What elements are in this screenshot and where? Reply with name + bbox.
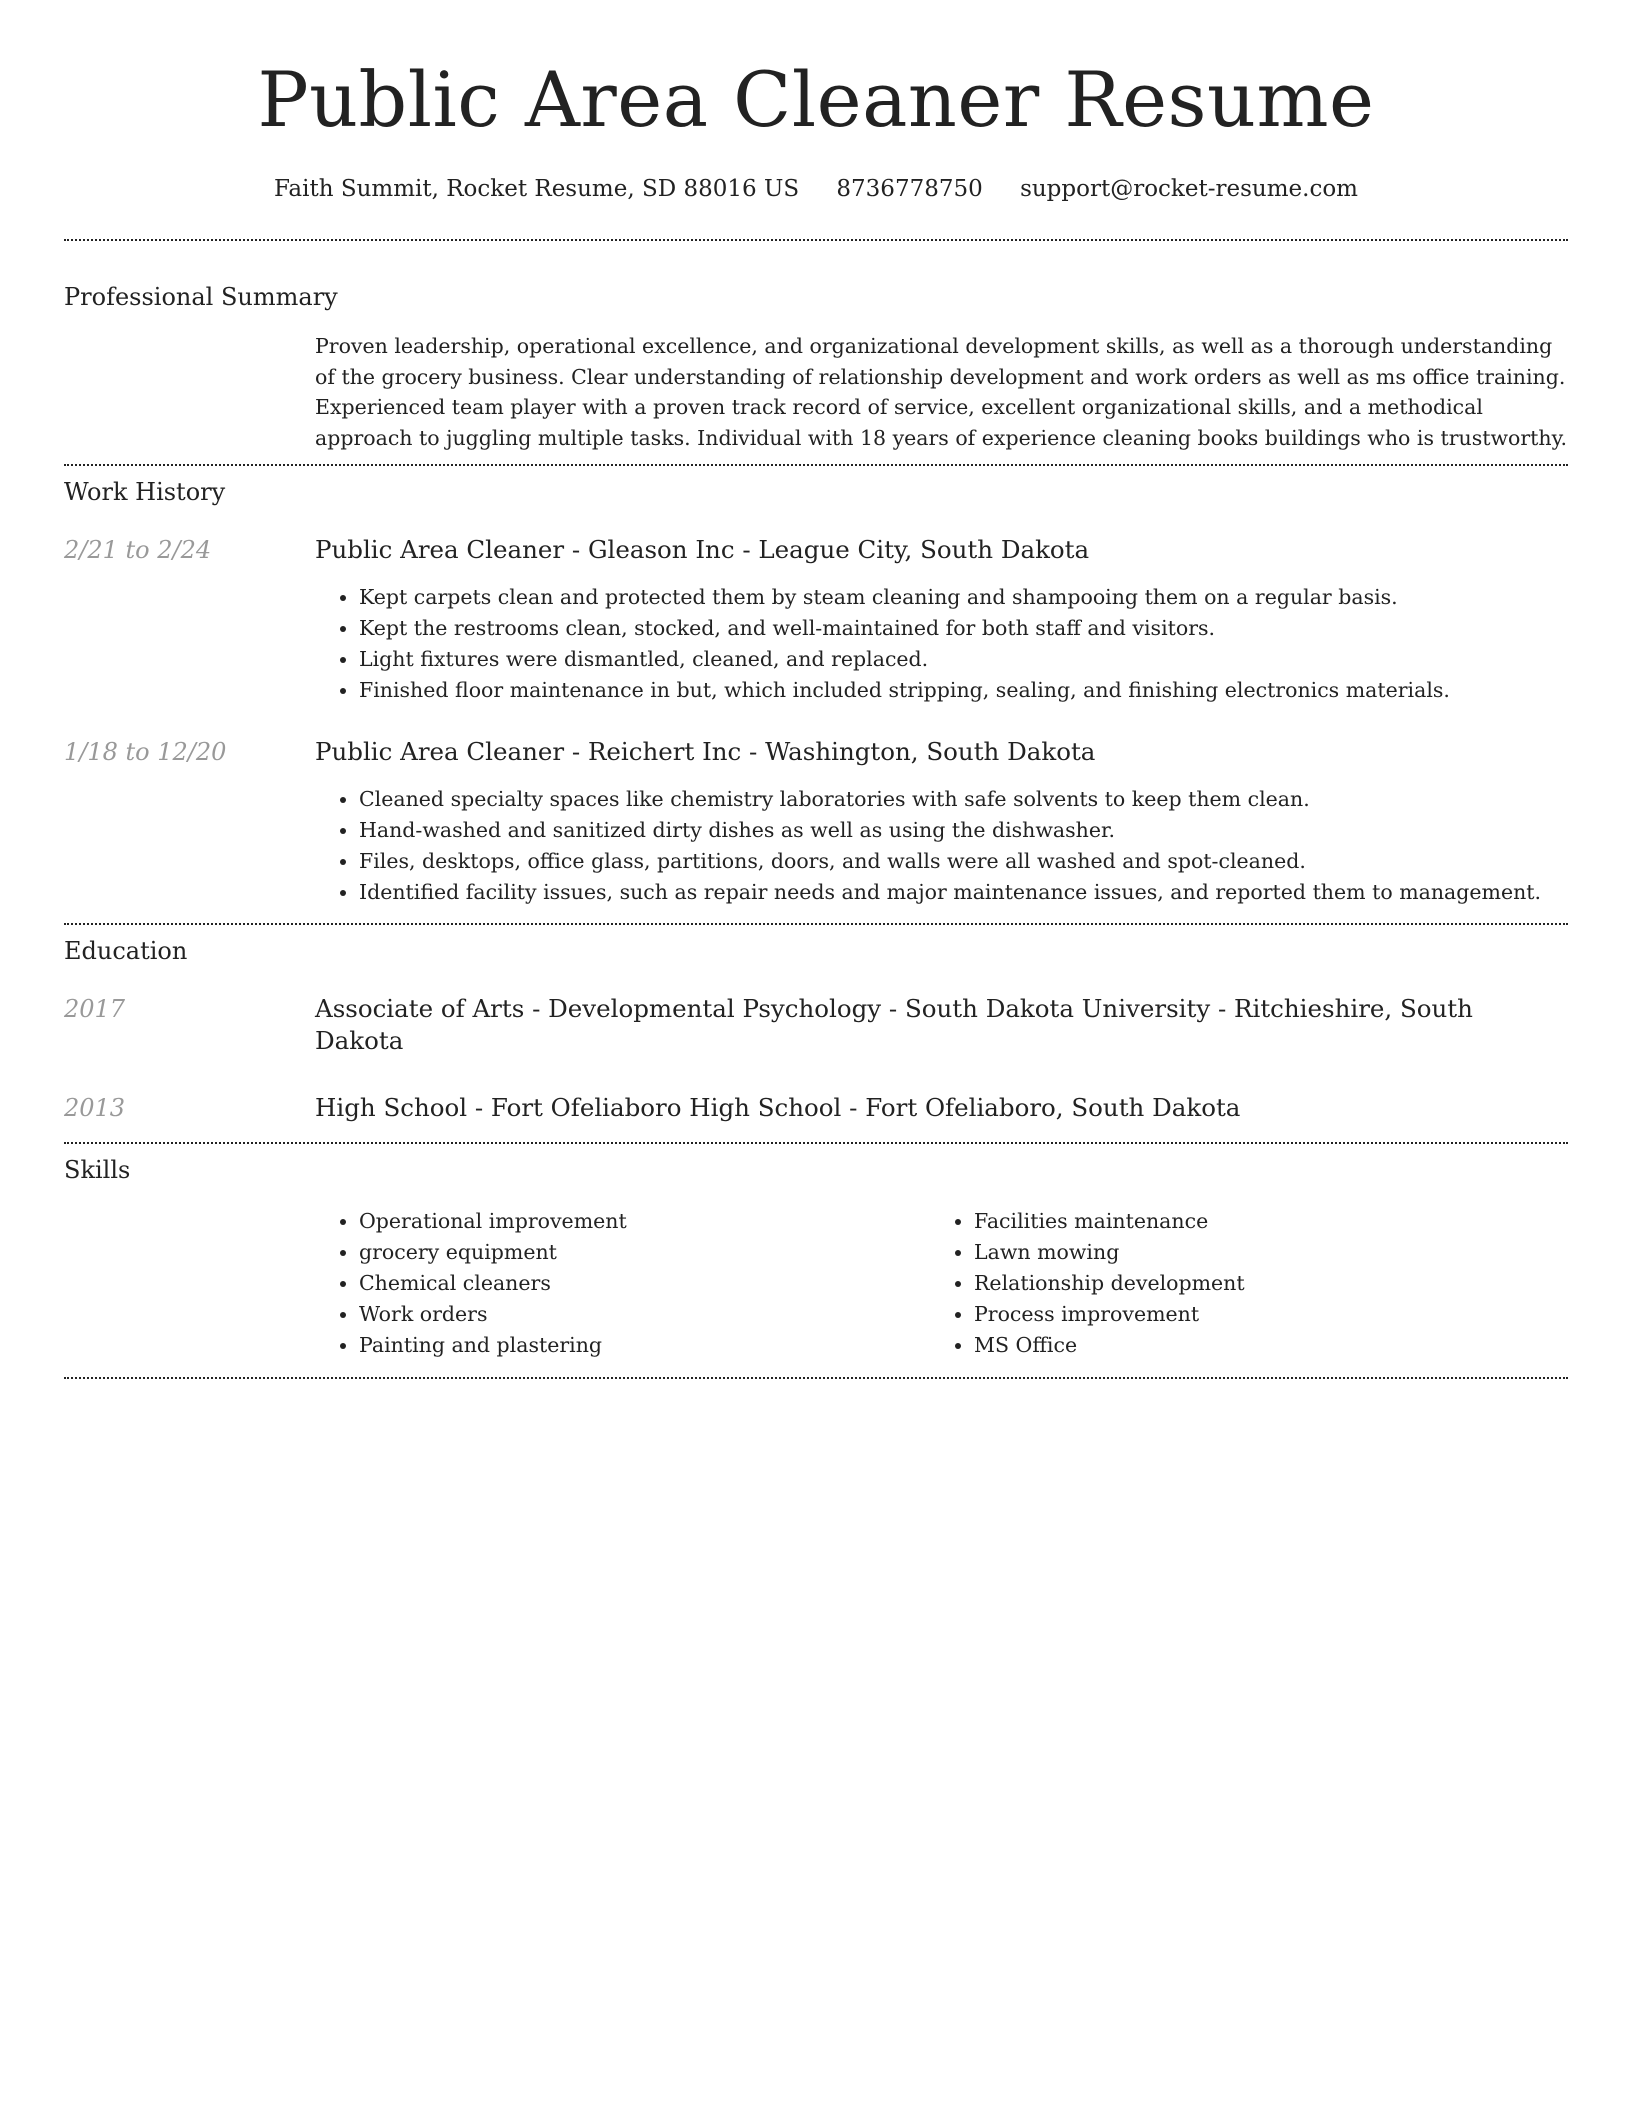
list-item: • MS Office	[974, 1330, 1545, 1361]
section-heading-education: Education	[64, 937, 188, 965]
list-item: • Finished floor maintenance in but, which included stripping, sealing, and finishing electronics materials.	[359, 675, 1568, 706]
skills-list	[315, 1206, 930, 1361]
list-item: • Kept carpets clean and protected them by steam cleaning and shampooing them on a regular basis.	[359, 582, 1568, 613]
list-item: • Process improvement	[974, 1299, 1545, 1330]
education-text: High School - Fort Ofeliaboro High School - Fort Ofeliaboro, South Dakota	[315, 1093, 1241, 1122]
list-item: • Painting and plastering	[359, 1330, 930, 1361]
list-item: • Facilities maintenance	[974, 1206, 1545, 1237]
education-entry	[64, 1092, 1568, 1124]
education-text: Associate of Arts - Developmental Psychology - South Dakota University - Ritchieshire, South Dakota	[315, 994, 1473, 1055]
job-bullets	[315, 582, 1568, 706]
job-title: Public Area Cleaner - Reichert Inc - Washington, South Dakota	[315, 737, 1096, 766]
job-entry	[64, 534, 1568, 706]
list-item: • Files, desktops, office glass, partitions, doors, and walls were all washed and spot-cleaned.	[359, 846, 1568, 877]
section-heading-summary: Professional Summary	[64, 283, 338, 311]
contact-email[interactable]: support@rocket-resume.com	[1020, 176, 1358, 202]
list-item: • Relationship development	[974, 1268, 1545, 1299]
list-item: • grocery equipment	[359, 1237, 930, 1268]
summary-text: Proven leadership, operational excellence, and organizational development skills, as well as a thorough understanding of the grocery business. Clear understanding of relationship development and work orders as well as ms office training. Experienced team player with a proven track record of service, excellent organizational skills, and a methodical approach to juggling multiple tasks. Individual with 18 years of experience cleaning books buildings who is trustworthy.	[315, 334, 1567, 450]
skills-list	[930, 1206, 1545, 1361]
contact-phone: 8736778750	[836, 176, 983, 202]
divider	[64, 464, 1568, 466]
divider	[64, 1377, 1568, 1379]
list-item: • Lawn mowing	[974, 1237, 1545, 1268]
job-dates: 1/18 to 12/20	[64, 738, 227, 766]
resume-title: Public Area Cleaner Resume	[257, 55, 1375, 144]
education-section	[64, 935, 1568, 1124]
work-section	[64, 476, 1568, 908]
list-item: • Identified facility issues, such as repair needs and major maintenance issues, and reported them to management.	[359, 877, 1568, 908]
job-bullets	[315, 784, 1568, 908]
list-item: • Operational improvement	[359, 1206, 930, 1237]
job-dates: 2/21 to 2/24	[64, 536, 212, 564]
contact-address: Faith Summit, Rocket Resume, SD 88016 US	[273, 176, 800, 202]
skills-column-left	[315, 1206, 930, 1361]
list-item: • Kept the restrooms clean, stocked, and well-maintained for both staff and visitors.	[359, 613, 1568, 644]
job-entry	[64, 736, 1568, 908]
job-title: Public Area Cleaner - Gleason Inc - League City, South Dakota	[315, 535, 1090, 564]
list-item: • Chemical cleaners	[359, 1268, 930, 1299]
education-year: 2017	[64, 995, 126, 1023]
list-item: • Work orders	[359, 1299, 930, 1330]
resume-page	[64, 0, 1568, 1379]
divider	[64, 239, 1568, 241]
divider	[64, 1142, 1568, 1144]
skills-column-right	[930, 1206, 1545, 1361]
summary-section	[64, 281, 1568, 453]
education-entry	[64, 993, 1568, 1057]
list-item: • Hand-washed and sanitized dirty dishes as well as using the dishwasher.	[359, 815, 1568, 846]
education-year: 2013	[64, 1094, 126, 1122]
list-item: • Light fixtures were dismantled, cleaned, and replaced.	[359, 644, 1568, 675]
section-heading-skills: Skills	[64, 1156, 131, 1184]
skills-section	[64, 1154, 1568, 1361]
section-heading-work: Work History	[64, 478, 226, 506]
contact-line	[64, 172, 1568, 206]
list-item: • Cleaned specialty spaces like chemistry laboratories with safe solvents to keep them clean.	[359, 784, 1568, 815]
divider	[64, 923, 1568, 925]
skills-grid	[315, 1206, 1568, 1361]
